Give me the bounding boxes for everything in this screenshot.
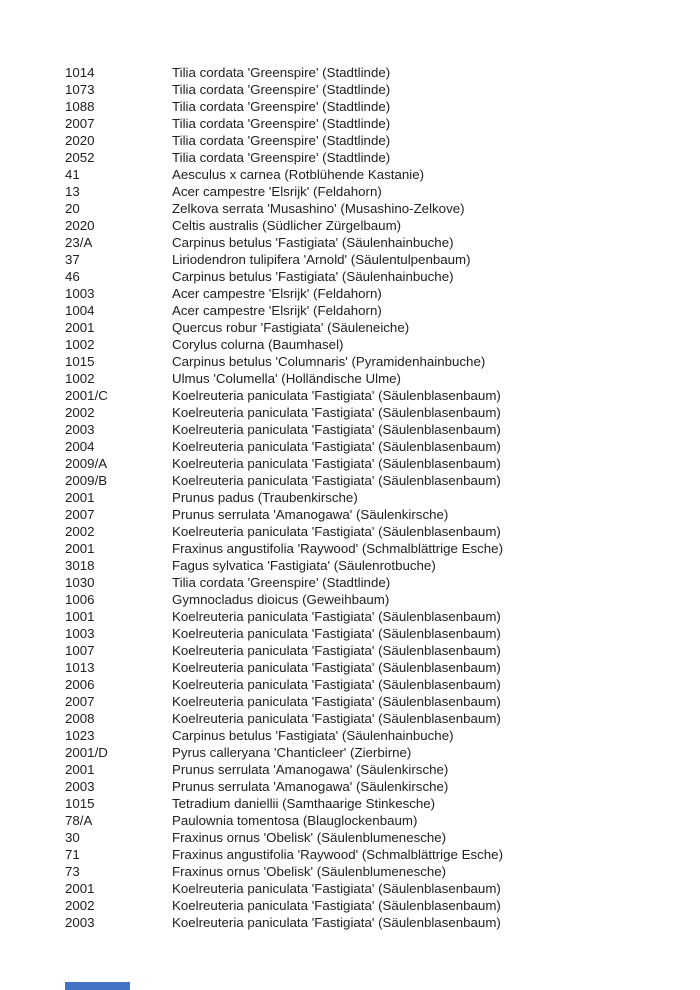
list-item: [65, 778, 665, 795]
tree-id: 2020: [65, 218, 95, 233]
tree-id: 2001: [65, 762, 95, 777]
tree-species-name: Liriodendron tulipifera 'Arnold' (Säulentulpenbaum): [172, 252, 471, 267]
tree-id: 2009/B: [65, 473, 108, 488]
list-item: [65, 659, 665, 676]
tree-species-name: Pyrus calleryana 'Chanticleer' (Zierbirne): [172, 745, 412, 760]
tree-species-name: Ulmus 'Columella' (Holländische Ulme): [172, 371, 401, 386]
tree-species-name: Koelreuteria paniculata 'Fastigiata' (Säulenblasenbaum): [172, 473, 501, 488]
list-item: [65, 217, 665, 234]
tree-id: 2002: [65, 898, 95, 913]
tree-id: 1013: [65, 660, 95, 675]
tree-id: 20: [65, 201, 80, 216]
tree-id: 23/A: [65, 235, 93, 250]
tree-species-name: Carpinus betulus 'Fastigiata' (Säulenhainbuche): [172, 269, 454, 284]
tree-id: 1006: [65, 592, 95, 607]
tree-species-name: Koelreuteria paniculata 'Fastigiata' (Säulenblasenbaum): [172, 677, 501, 692]
tree-species-name: Carpinus betulus 'Columnaris' (Pyramidenhainbuche): [172, 354, 486, 369]
tree-id: 2006: [65, 677, 95, 692]
tree-id: 2002: [65, 405, 95, 420]
tree-species-name: Tilia cordata 'Greenspire' (Stadtlinde): [172, 133, 391, 148]
tree-id: 1004: [65, 303, 95, 318]
list-item: [65, 285, 665, 302]
tree-id: 1002: [65, 337, 95, 352]
tree-species-name: Koelreuteria paniculata 'Fastigiata' (Säulenblasenbaum): [172, 660, 501, 675]
tree-id: 2001: [65, 320, 95, 335]
tree-id: 1030: [65, 575, 95, 590]
list-item: [65, 642, 665, 659]
tree-species-name: Celtis australis (Südlicher Zürgelbaum): [172, 218, 402, 233]
tree-species-name: Koelreuteria paniculata 'Fastigiata' (Säulenblasenbaum): [172, 405, 501, 420]
list-item: [65, 81, 665, 98]
tree-species-name: Acer campestre 'Elsrijk' (Feldahorn): [172, 303, 382, 318]
tree-species-name: Acer campestre 'Elsrijk' (Feldahorn): [172, 286, 382, 301]
list-item: [65, 795, 665, 812]
tree-species-name: Acer campestre 'Elsrijk' (Feldahorn): [172, 184, 382, 199]
list-item: [65, 472, 665, 489]
tree-id: 1003: [65, 626, 95, 641]
tree-id: 2003: [65, 779, 95, 794]
tree-id: 2001/C: [65, 388, 108, 403]
tree-species-name: Prunus serrulata 'Amanogawa' (Säulenkirsche): [172, 762, 449, 777]
tree-id: 2002: [65, 524, 95, 539]
tree-species-name: Koelreuteria paniculata 'Fastigiata' (Säulenblasenbaum): [172, 456, 501, 471]
list-item: [65, 387, 665, 404]
list-item: [65, 319, 665, 336]
list-item: [65, 370, 665, 387]
tree-id: 1015: [65, 796, 95, 811]
list-item: [65, 166, 665, 183]
tree-id: 2007: [65, 507, 95, 522]
tree-species-name: Prunus padus (Traubenkirsche): [172, 490, 358, 505]
tree-species-name: Carpinus betulus 'Fastigiata' (Säulenhainbuche): [172, 235, 454, 250]
tree-id: 71: [65, 847, 80, 862]
tree-species-name: Corylus colurna (Baumhasel): [172, 337, 344, 352]
list-item: [65, 438, 665, 455]
tree-species-name: Koelreuteria paniculata 'Fastigiata' (Säulenblasenbaum): [172, 915, 501, 930]
tree-id: 2020: [65, 133, 95, 148]
list-item: [65, 132, 665, 149]
list-item: [65, 98, 665, 115]
tree-id: 2007: [65, 116, 95, 131]
tree-id: 2001/D: [65, 745, 108, 760]
tree-species-name: Prunus serrulata 'Amanogawa' (Säulenkirsche): [172, 507, 449, 522]
tree-species-name: Koelreuteria paniculata 'Fastigiata' (Säulenblasenbaum): [172, 626, 501, 641]
list-item: [65, 506, 665, 523]
list-item: [65, 693, 665, 710]
tree-species-name: Koelreuteria paniculata 'Fastigiata' (Säulenblasenbaum): [172, 609, 501, 624]
tree-id: 41: [65, 167, 80, 182]
list-item: [65, 302, 665, 319]
tree-id: 1088: [65, 99, 95, 114]
list-item: [65, 251, 665, 268]
tree-species-name: Koelreuteria paniculata 'Fastigiata' (Säulenblasenbaum): [172, 694, 501, 709]
tree-species-name: Koelreuteria paniculata 'Fastigiata' (Säulenblasenbaum): [172, 711, 501, 726]
tree-id: 1003: [65, 286, 95, 301]
tree-id: 2003: [65, 915, 95, 930]
tree-species-name: Paulownia tomentosa (Blauglockenbaum): [172, 813, 418, 828]
tree-species-name: Tetradium daniellii (Samthaarige Stinkesche): [172, 796, 436, 811]
tree-id: 13: [65, 184, 80, 199]
tree-species-name: Gymnocladus dioicus (Geweihbaum): [172, 592, 390, 607]
list-item: [65, 455, 665, 472]
tree-id: 2004: [65, 439, 95, 454]
list-item: [65, 268, 665, 285]
tree-species-name: Koelreuteria paniculata 'Fastigiata' (Säulenblasenbaum): [172, 439, 501, 454]
tree-species-name: Prunus serrulata 'Amanogawa' (Säulenkirsche): [172, 779, 449, 794]
list-item: [65, 489, 665, 506]
tree-id: 78/A: [65, 813, 93, 828]
list-item: [65, 625, 665, 642]
tree-species-name: Fraxinus ornus 'Obelisk' (Säulenblumenesche): [172, 830, 447, 845]
tree-id: 2009/A: [65, 456, 108, 471]
list-item: [65, 540, 665, 557]
tree-id: 2001: [65, 881, 95, 896]
tree-id: 2052: [65, 150, 95, 165]
list-item: [65, 574, 665, 591]
tree-species-name: Tilia cordata 'Greenspire' (Stadtlinde): [172, 65, 391, 80]
tree-id: 2008: [65, 711, 95, 726]
list-item: [65, 897, 665, 914]
list-item: [65, 812, 665, 829]
partial-blue-element[interactable]: [65, 982, 130, 990]
tree-id: 1014: [65, 65, 95, 80]
list-item: [65, 744, 665, 761]
list-item: [65, 64, 665, 81]
tree-species-name: Tilia cordata 'Greenspire' (Stadtlinde): [172, 116, 391, 131]
tree-id: 2003: [65, 422, 95, 437]
tree-inventory-list: [65, 64, 665, 931]
tree-id: 2007: [65, 694, 95, 709]
tree-id: 37: [65, 252, 80, 267]
list-item: [65, 523, 665, 540]
list-item: [65, 404, 665, 421]
tree-species-name: Aesculus x carnea (Rotblühende Kastanie): [172, 167, 425, 182]
tree-species-name: Tilia cordata 'Greenspire' (Stadtlinde): [172, 82, 391, 97]
list-item: [65, 829, 665, 846]
list-item: [65, 591, 665, 608]
tree-species-name: Zelkova serrata 'Musashino' (Musashino-Zelkove): [172, 201, 465, 216]
list-item: [65, 761, 665, 778]
list-item: [65, 336, 665, 353]
list-item: [65, 149, 665, 166]
list-item: [65, 183, 665, 200]
tree-species-name: Carpinus betulus 'Fastigiata' (Säulenhainbuche): [172, 728, 454, 743]
tree-species-name: Fraxinus angustifolia 'Raywood' (Schmalblättrige Esche): [172, 541, 504, 556]
tree-id: 2001: [65, 490, 95, 505]
tree-id: 73: [65, 864, 80, 879]
tree-species-name: Koelreuteria paniculata 'Fastigiata' (Säulenblasenbaum): [172, 524, 501, 539]
tree-species-name: Koelreuteria paniculata 'Fastigiata' (Säulenblasenbaum): [172, 388, 501, 403]
list-item: [65, 200, 665, 217]
tree-species-name: Quercus robur 'Fastigiata' (Säuleneiche): [172, 320, 410, 335]
list-item: [65, 676, 665, 693]
tree-id: 2001: [65, 541, 95, 556]
list-item: [65, 880, 665, 897]
tree-id: 1073: [65, 82, 95, 97]
tree-id: 1007: [65, 643, 95, 658]
tree-species-name: Fraxinus ornus 'Obelisk' (Säulenblumenesche): [172, 864, 447, 879]
tree-id: 1002: [65, 371, 95, 386]
tree-id: 1015: [65, 354, 95, 369]
tree-species-name: Koelreuteria paniculata 'Fastigiata' (Säulenblasenbaum): [172, 898, 501, 913]
list-item: [65, 557, 665, 574]
tree-species-name: Fagus sylvatica 'Fastigiata' (Säulenrotbuche): [172, 558, 436, 573]
list-item: [65, 846, 665, 863]
list-item: [65, 421, 665, 438]
list-item: [65, 234, 665, 251]
tree-species-name: Tilia cordata 'Greenspire' (Stadtlinde): [172, 150, 391, 165]
list-item: [65, 863, 665, 880]
tree-id: 1023: [65, 728, 95, 743]
tree-species-name: Koelreuteria paniculata 'Fastigiata' (Säulenblasenbaum): [172, 881, 501, 896]
list-item: [65, 710, 665, 727]
list-item: [65, 115, 665, 132]
tree-species-name: Fraxinus angustifolia 'Raywood' (Schmalblättrige Esche): [172, 847, 504, 862]
tree-species-name: Koelreuteria paniculata 'Fastigiata' (Säulenblasenbaum): [172, 422, 501, 437]
list-item: [65, 608, 665, 625]
tree-id: 1001: [65, 609, 95, 624]
tree-species-name: Tilia cordata 'Greenspire' (Stadtlinde): [172, 575, 391, 590]
tree-id: 46: [65, 269, 80, 284]
tree-id: 3018: [65, 558, 95, 573]
list-item: [65, 727, 665, 744]
list-item: [65, 353, 665, 370]
list-item: [65, 914, 665, 931]
tree-species-name: Tilia cordata 'Greenspire' (Stadtlinde): [172, 99, 391, 114]
tree-species-name: Koelreuteria paniculata 'Fastigiata' (Säulenblasenbaum): [172, 643, 501, 658]
tree-id: 30: [65, 830, 80, 845]
